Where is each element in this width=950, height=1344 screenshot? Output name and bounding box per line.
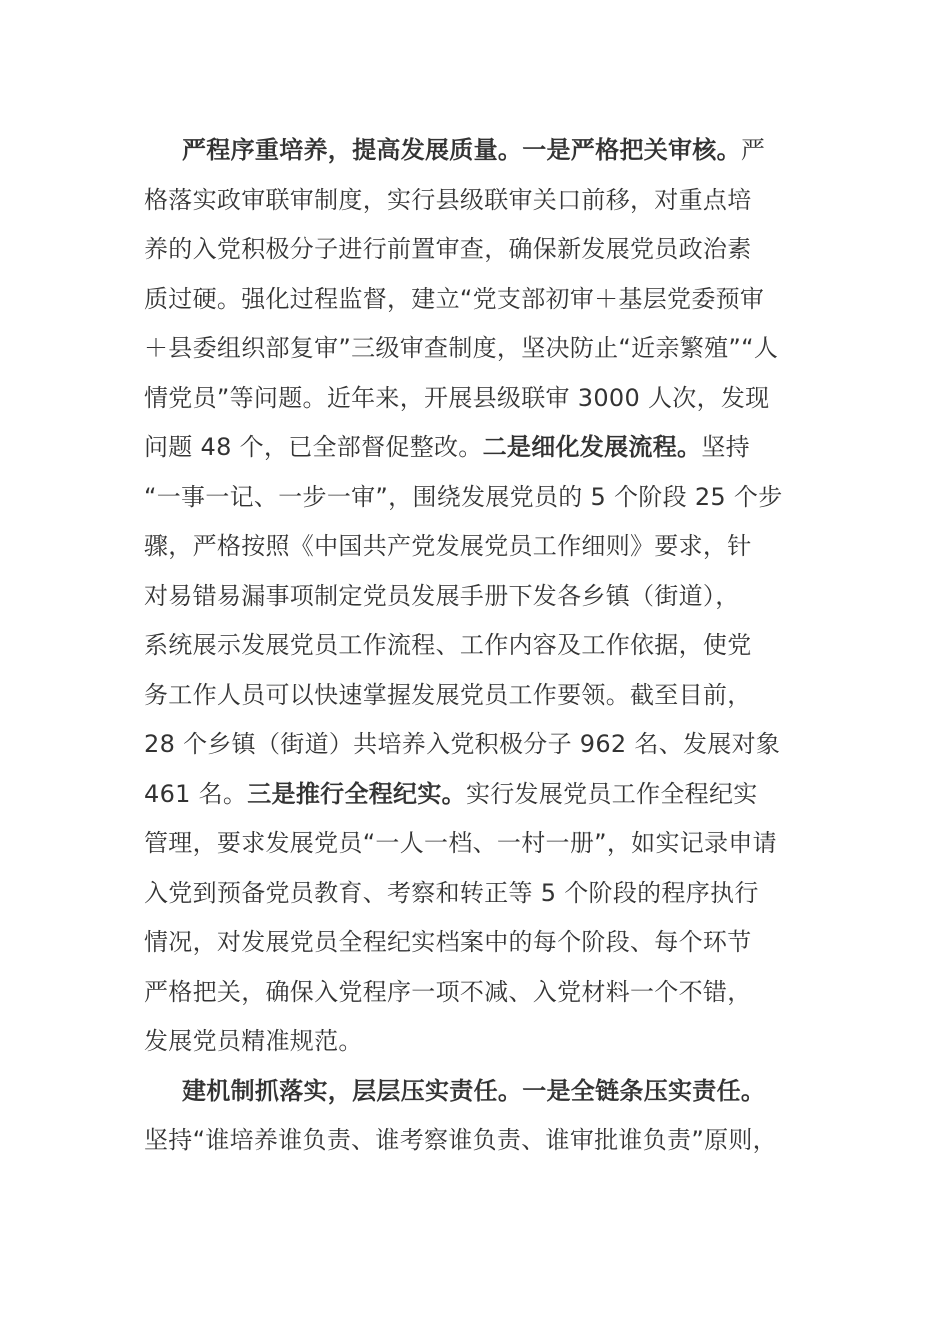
text-line [144, 1116, 834, 1166]
bold-text-segment: 建机制抓落实，层层压实责任。一是全链条压实责任。 [182, 1076, 766, 1105]
text-segment: “一事一记、一步一审”，围绕发展党员的 5 个阶段 25 个步 [144, 482, 783, 511]
text-segment: 格落实政审联审制度，实行县级联审关口前移，对重点培 [144, 185, 752, 214]
text-segment: ＋县委组织部复审”三级审查制度，坚决防止“近亲繁殖”“人 [144, 334, 779, 362]
text-segment: 坚持 [701, 433, 750, 461]
bold-text-segment: 三是推行全程纪实。 [247, 779, 466, 808]
text-line [144, 1017, 834, 1067]
text-segment: 28 个乡镇（街道）共培养入党积极分子 962 名、发展对象 [144, 730, 781, 758]
text-line [144, 869, 834, 919]
text-line [144, 720, 834, 770]
text-segment: 入党到预备党员教育、考察和转正等 5 个阶段的程序执行 [144, 878, 759, 907]
paragraph [144, 1067, 834, 1166]
text-segment: 务工作人员可以快速掌握发展党员工作要领。截至目前， [144, 680, 752, 709]
text-line [144, 522, 834, 572]
text-segment: 养的入党积极分子进行前置审查，确保新发展党员政治素 [144, 235, 752, 263]
bold-text-segment: 严程序重培养，提高发展质量。一是严格把关审核。 [182, 136, 741, 164]
text-segment: 系统展示发展党员工作流程、工作内容及工作依据，使党 [144, 631, 752, 659]
text-line [144, 225, 834, 275]
text-line [144, 324, 834, 374]
text-segment: 发展党员精准规范。 [144, 1027, 363, 1055]
text-line [144, 819, 834, 869]
text-segment: 问题 48 个，已全部督促整改。 [144, 433, 483, 461]
text-line [144, 374, 834, 424]
text-segment: 严格把关，确保入党程序一项不减、入党材料一个不错， [144, 977, 752, 1006]
text-line [144, 770, 834, 820]
text-line [144, 572, 834, 622]
text-line [144, 918, 834, 968]
text-segment: 461 名。 [144, 779, 248, 808]
text-segment: 骤，严格按照《中国共产党发展党员工作细则》要求，针 [144, 532, 752, 560]
text-segment: 情党员”等问题。近年来，开展县级联审 3000 人次，发现 [144, 383, 770, 412]
text-line [144, 126, 834, 176]
text-line [144, 968, 834, 1018]
text-segment: 管理，要求发展党员“一人一档、一村一册”，如实记录申请 [144, 829, 777, 857]
text-segment: 质过硬。强化过程监督，建立“党支部初审＋基层党委预审 [144, 284, 765, 313]
text-line [144, 671, 834, 721]
text-line [144, 621, 834, 671]
text-line [144, 275, 834, 325]
paragraph [144, 126, 834, 1067]
text-segment: 坚持“谁培养谁负责、谁考察谁负责、谁审批谁负责”原则， [144, 1126, 777, 1154]
text-line [144, 1067, 834, 1117]
bold-text-segment: 二是细化发展流程。 [482, 433, 702, 461]
text-line [144, 473, 834, 523]
text-segment: 对易错易漏事项制定党员发展手册下发各乡镇（街道）， [144, 581, 740, 610]
text-line [144, 176, 834, 226]
document-body [144, 126, 834, 1166]
text-segment: 情况，对发展党员全程纪实档案中的每个阶段、每个环节 [144, 928, 752, 956]
text-segment: 实行发展党员工作全程纪实 [465, 779, 758, 808]
text-line [144, 423, 834, 473]
text-segment: 严 [740, 136, 766, 164]
